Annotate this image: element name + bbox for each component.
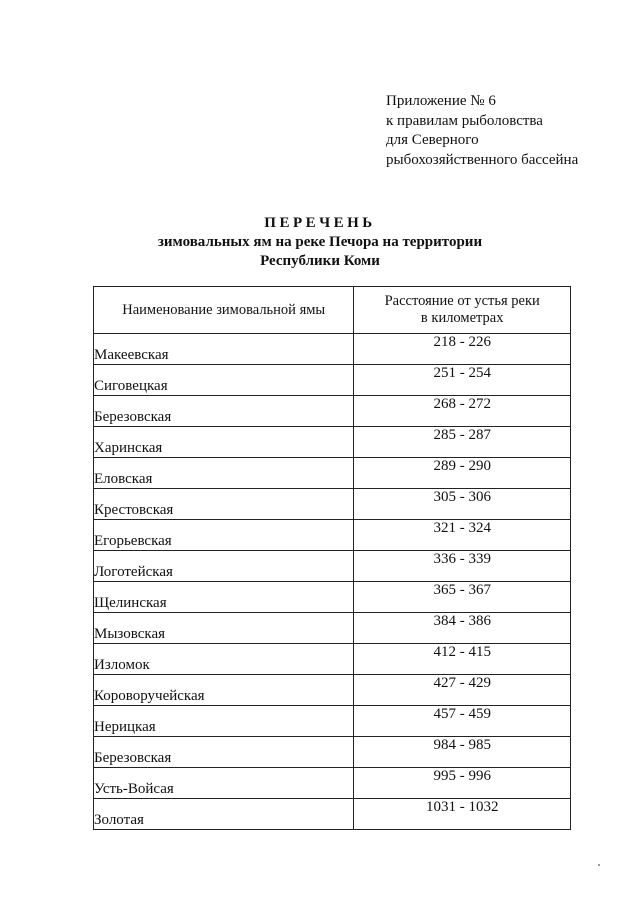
distance-cell: 251 - 254 <box>354 365 571 396</box>
distance-cell: 384 - 386 <box>354 613 571 644</box>
pit-name-cell: Егорьевская <box>94 520 354 551</box>
table-row <box>94 799 571 830</box>
distance-cell: 268 - 272 <box>354 396 571 427</box>
pit-name-cell: Мызовская <box>94 613 354 644</box>
pit-name-cell: Короворучейская <box>94 675 354 706</box>
column-header-distance <box>354 287 571 334</box>
pit-name-cell: Березовская <box>94 737 354 768</box>
table-row <box>94 458 571 489</box>
pit-name-cell: Золотая <box>94 799 354 830</box>
table-row <box>94 706 571 737</box>
appendix-line: Приложение № 6 <box>386 93 496 109</box>
pit-name-cell: Изломок <box>94 644 354 675</box>
table-row <box>94 582 571 613</box>
title-subtitle-line: зимовальных ям на реке Печора на территории <box>157 234 483 250</box>
table-row <box>94 427 571 458</box>
pit-name-cell: Харинская <box>94 427 354 458</box>
title-heading: ПЕРЕЧЕНЬ <box>264 215 376 231</box>
table-header-row <box>94 287 571 334</box>
scan-speck <box>598 864 600 866</box>
pit-name-cell: Нерицкая <box>94 706 354 737</box>
table-row <box>94 644 571 675</box>
distance-cell: 321 - 324 <box>354 520 571 551</box>
pit-name-cell: Макеевская <box>94 334 354 365</box>
distance-cell: 457 - 459 <box>354 706 571 737</box>
column-header-distance-line: Расстояние от устья реки <box>384 293 540 309</box>
distance-cell: 984 - 985 <box>354 737 571 768</box>
distance-cell: 336 - 339 <box>354 551 571 582</box>
table-row <box>94 768 571 799</box>
distance-cell: 285 - 287 <box>354 427 571 458</box>
table-row <box>94 365 571 396</box>
distance-cell: 427 - 429 <box>354 675 571 706</box>
table-row <box>94 520 571 551</box>
document-title <box>0 214 640 271</box>
table-row <box>94 737 571 768</box>
distance-cell: 218 - 226 <box>354 334 571 365</box>
distance-cell: 365 - 367 <box>354 582 571 613</box>
pit-name-cell: Березовская <box>94 396 354 427</box>
pit-name-cell: Крестовская <box>94 489 354 520</box>
column-header-name: Наименование зимовальной ямы <box>94 287 354 334</box>
table-row <box>94 489 571 520</box>
table-row <box>94 613 571 644</box>
distance-cell: 305 - 306 <box>354 489 571 520</box>
table-body <box>94 334 571 830</box>
pit-name-cell: Сиговецкая <box>94 365 354 396</box>
distance-cell: 1031 - 1032 <box>354 799 571 830</box>
title-subtitle-line: Республики Коми <box>260 253 380 269</box>
table-row <box>94 396 571 427</box>
appendix-note <box>386 92 578 170</box>
table-row <box>94 551 571 582</box>
appendix-line: для Северного <box>386 132 479 148</box>
table-row <box>94 675 571 706</box>
pit-name-cell: Еловская <box>94 458 354 489</box>
column-header-distance-line: в километрах <box>420 310 504 326</box>
table-row <box>94 334 571 365</box>
wintering-pits-table <box>93 286 571 830</box>
pit-name-cell: Щелинская <box>94 582 354 613</box>
appendix-line: рыбохозяйственного бассейна <box>386 151 579 168</box>
pit-name-cell: Логотейская <box>94 551 354 582</box>
pit-name-cell: Усть-Войсая <box>94 768 354 799</box>
appendix-line: к правилам рыболовства <box>386 112 543 129</box>
distance-cell: 995 - 996 <box>354 768 571 799</box>
distance-cell: 412 - 415 <box>354 644 571 675</box>
distance-cell: 289 - 290 <box>354 458 571 489</box>
